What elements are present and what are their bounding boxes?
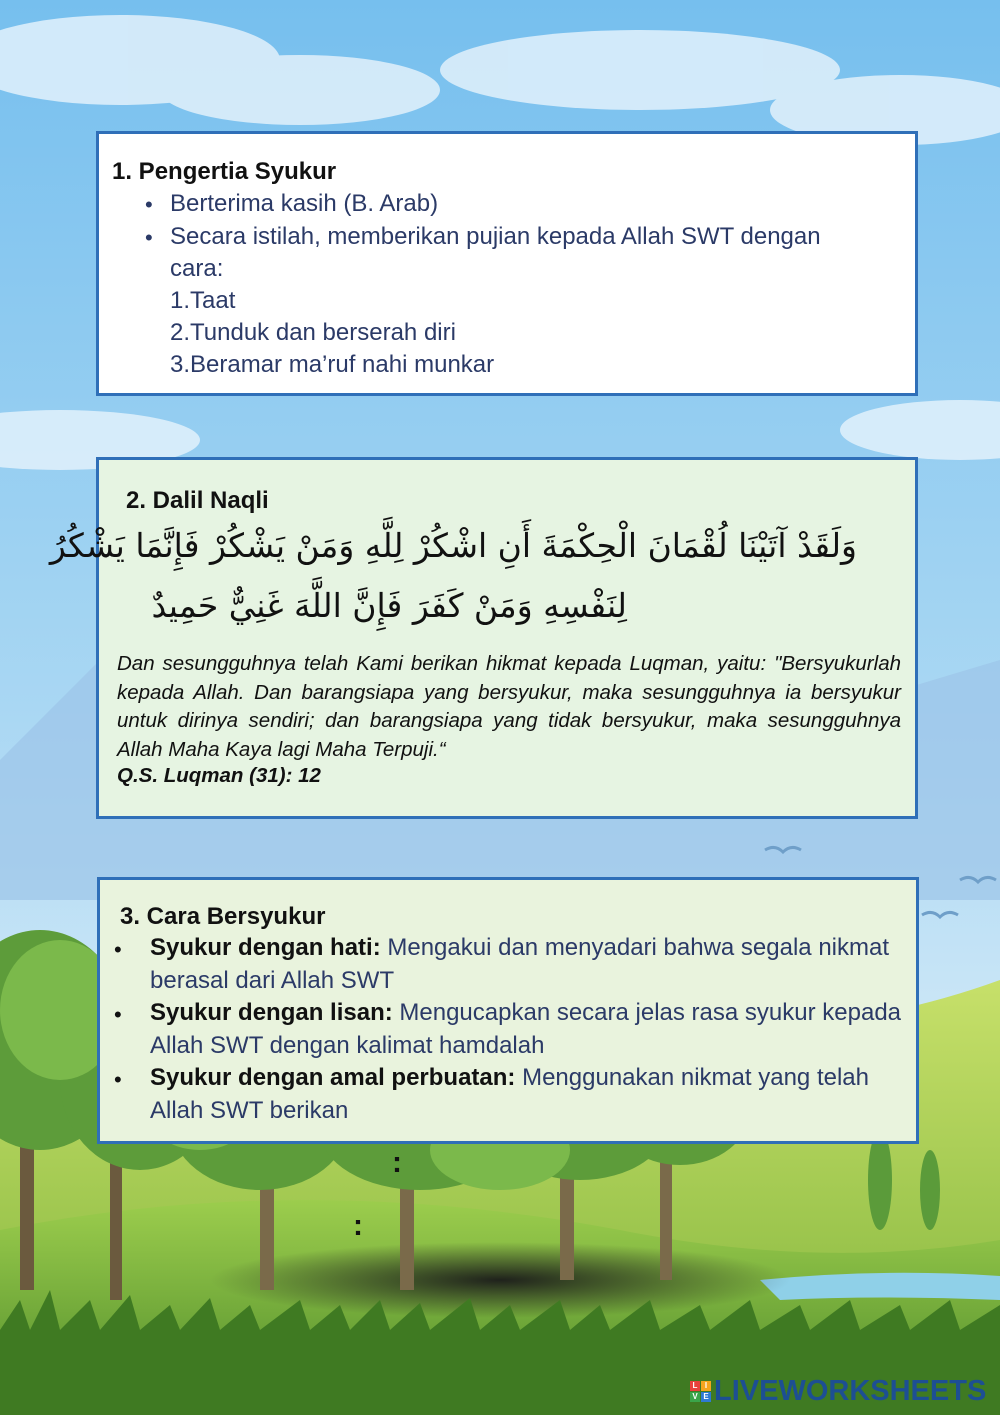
list-item — [150, 997, 910, 1062]
numbered-item-2 — [170, 319, 456, 347]
numbered-item-3 — [170, 351, 494, 379]
colon-marker: : — [353, 1209, 363, 1242]
bullet-dot: • — [114, 937, 122, 962]
numbered-item-text: Tunduk dan berserah diri — [190, 319, 456, 346]
item-text: Menggunakan nikmat yang telah Allah SWT berikan — [150, 1064, 869, 1124]
bullet-2-continued: cara: — [170, 255, 224, 282]
verse-translation: Dan sesungguhnya telah Kami berikan hikmat kepada Luqman, yaitu: "Bersyukurlah kepada Allah. Dan barangsiapa yang bersyukur, maka sesungguhnya ia bersyukur untuk dirinya sendiri; dan barangsiapa yang tidak bersyukur, maka sesungguhnya Allah Maha Kaya lagi Maha Terpuji.“ — [117, 652, 901, 761]
numbered-item-number: 2. — [170, 319, 191, 346]
numbered-item-text: Taat — [190, 287, 236, 314]
list-item — [150, 1062, 910, 1127]
item-label: Syukur dengan hati: — [150, 934, 381, 961]
logo-text: LIVEWORKSHEETS — [714, 1374, 987, 1407]
arabic-verse-line-1: وَلَقَدْ آتَيْنَا لُقْمَانَ الْحِكْمَةَ أَنِ اشْكُرْ لِلَّهِ وَمَنْ يَشْكُرْ فَإِنَّمَا يَشْكُرُ — [49, 526, 857, 565]
item-text: Mengakui dan menyadari bahwa segala nikmat berasal dari Allah SWT — [150, 934, 890, 994]
numbered-item-1 — [170, 287, 235, 315]
verse-reference: Q.S. Luqman (31): 12 — [117, 764, 321, 787]
numbered-item-number: 3. — [170, 351, 191, 378]
definition-card — [96, 131, 918, 396]
section2-title: 2. Dalil Naqli — [126, 487, 269, 514]
bullet-dot: • — [145, 192, 153, 217]
liveworksheets-logo — [690, 1374, 986, 1408]
bullet-dot: • — [114, 1067, 122, 1092]
logo-mark-icon: L I V E — [690, 1381, 711, 1402]
item-label: Syukur dengan lisan: — [150, 999, 393, 1026]
section3-title: 3. Cara Bersyukur — [120, 903, 326, 930]
arabic-verse-line-2: لِنَفْسِهِ وَمَنْ كَفَرَ فَإِنَّ اللَّهَ غَنِيٌّ حَمِيدٌ — [151, 586, 627, 625]
dalil-naqli-card — [49, 457, 918, 819]
bullet-dot: • — [114, 1002, 122, 1027]
bullet-2: Secara istilah, memberikan pujian kepada Allah SWT dengan — [170, 223, 821, 250]
item-label: Syukur dengan amal perbuatan: — [150, 1064, 516, 1091]
bullet-dot: • — [145, 225, 153, 250]
list-item — [150, 932, 910, 997]
section1-title: 1. Pengertia Syukur — [112, 158, 337, 185]
bullet-1: Berterima kasih (B. Arab) — [170, 190, 439, 217]
colon-marker: : — [392, 1146, 402, 1179]
numbered-item-number: 1. — [170, 287, 191, 314]
item-text: Mengucapkan secara jelas rasa syukur kepada Allah SWT dengan kalimat hamdalah — [150, 999, 902, 1059]
numbered-item-text: Beramar ma’ruf nahi munkar — [190, 351, 495, 378]
cara-bersyukur-card — [97, 877, 919, 1144]
